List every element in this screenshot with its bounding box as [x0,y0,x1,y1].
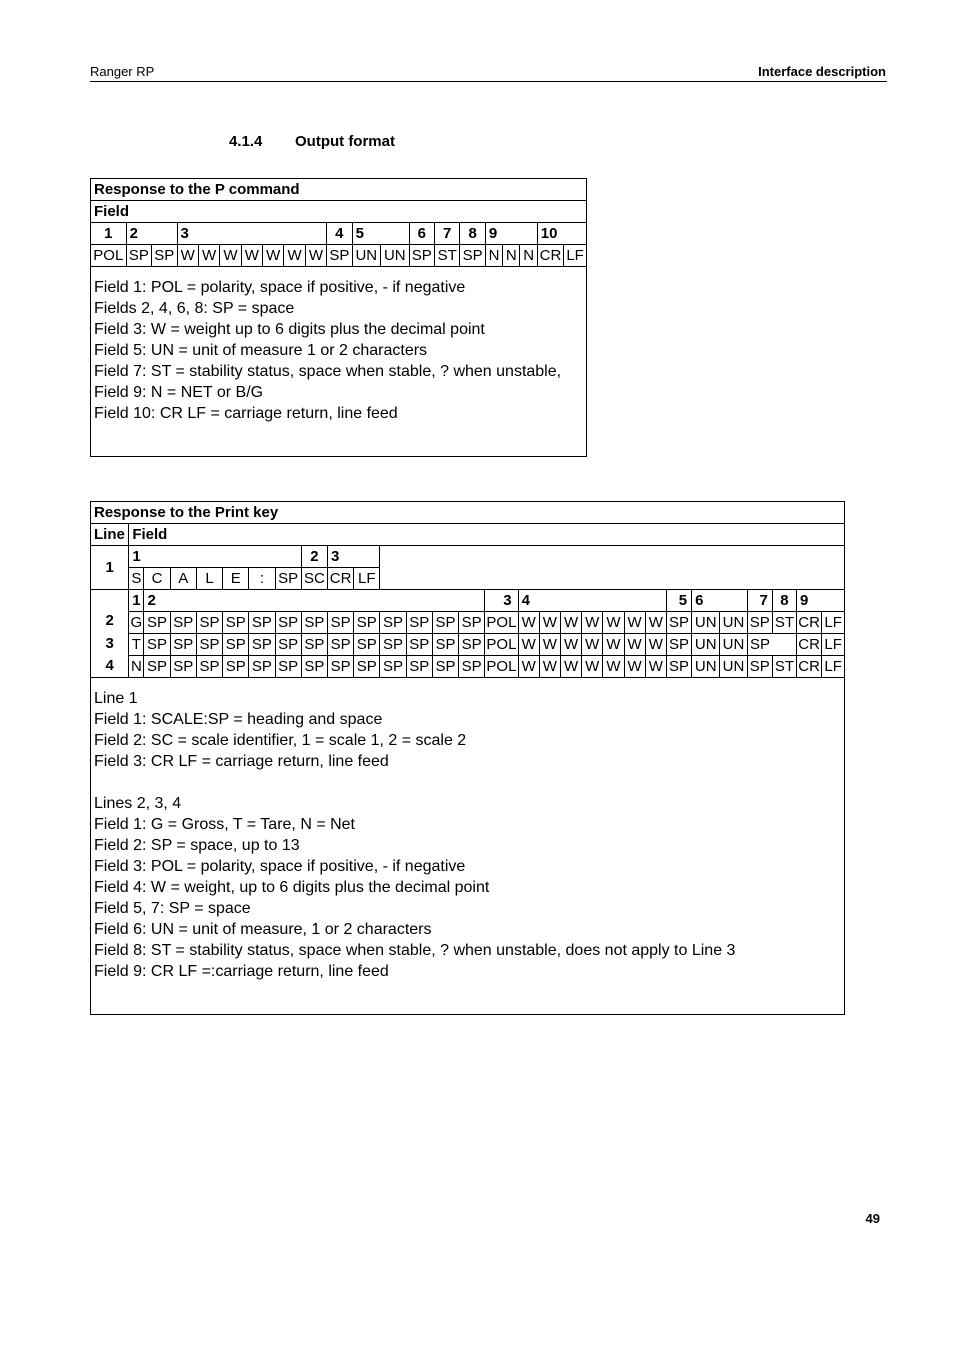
code-cell: W [645,634,666,656]
code-cell: POL [485,656,518,678]
p-table-notes [91,267,587,457]
code-cell: SP [170,634,196,656]
code-cell: W [241,245,262,267]
note-line: Field 4: W = weight, up to 6 digits plus the decimal point [94,879,490,896]
code-cell: SP [459,656,485,678]
field-number: 5 [666,590,691,612]
note-line: Field 5: UN = unit of measure 1 or 2 characters [94,342,428,359]
note-line: Field 5, 7: SP = space [94,900,251,917]
note-line: Field 9: N = NET or B/G [94,384,264,401]
code-cell: SP [275,634,301,656]
code-cell: SP [126,245,151,267]
code-cell: W [518,634,539,656]
line-number: 4 [105,657,114,674]
note-line: Field 3: W = weight up to 6 digits plus the decimal point [94,321,485,338]
code-cell: SP [747,656,772,678]
header-document-title: Ranger RP [90,64,155,79]
note-line: Field 8: ST = stability status, space when stable, ? when unstable, does not apply to Line 3 [94,942,736,959]
line1-empty-area [380,546,845,590]
note-line: Field 3: CR LF = carriage return, line feed [94,753,389,770]
code-cell: W [645,656,666,678]
code-cell: W [518,656,539,678]
code-cell: W [220,245,241,267]
code-cell: SP [327,612,353,634]
code-cell: W [624,612,645,634]
code-cell: W [603,656,624,678]
code-cell: SC [301,568,327,590]
code-cell: SP [460,245,485,267]
code-cell: LF [822,656,845,678]
field-number: 2 [126,223,177,245]
code-cell: W [645,612,666,634]
note-line: Field 6: UN = unit of measure, 1 or 2 characters [94,921,432,938]
note-line: Field 1: G = Gross, T = Tare, N = Net [94,816,355,833]
code-cell: SP [223,656,249,678]
code-cell: SP [170,656,196,678]
code-cell: G [129,612,144,634]
code-cell: CR [797,612,822,634]
line-number: 2 [105,612,114,629]
field-column-header: Field [129,524,845,546]
code-cell: N [129,656,144,678]
code-cell: SP [409,245,434,267]
field-number: 4 [518,590,666,612]
code-cell: W [560,634,581,656]
p-table-field-label: Field [91,201,587,223]
code-cell: N [503,245,520,267]
code-cell: SP [196,612,222,634]
code-cell: SP [380,656,406,678]
code-cell: ST [772,656,796,678]
code-cell: LF [354,568,380,590]
code-cell: SP [196,656,222,678]
lines-field-number-row [91,590,845,612]
code-cell: W [603,612,624,634]
field-number: 9 [797,590,845,612]
code-cell: T [129,634,144,656]
field-number: 7 [747,590,772,612]
note-line: Field 10: CR LF = carriage return, line feed [94,405,398,422]
code-cell [772,634,796,656]
field-number: 7 [435,223,460,245]
line-number-column [91,590,129,678]
code-cell: SP [275,656,301,678]
code-cell: SP [327,634,353,656]
code-cell: SP [432,634,458,656]
code-cell: W [582,656,603,678]
code-cell: POL [485,612,518,634]
print-line-row [91,612,845,634]
code-cell: W [263,245,284,267]
print-table-title: Response to the Print key [91,502,845,524]
code-cell: SP [354,634,380,656]
code-cell: A [170,568,196,590]
code-cell: SP [301,656,327,678]
code-cell: SP [301,612,327,634]
code-cell: UN [720,634,747,656]
code-cell: N [520,245,537,267]
code-cell: SP [666,634,691,656]
section-number: 4.1.4 [229,133,263,150]
code-cell: SP [275,568,301,590]
note-line: Lines 2, 3, 4 [94,795,182,812]
field-number: 1 [129,590,144,612]
print-key-table [90,501,845,1015]
print-line-row [91,656,845,678]
code-cell: N [485,245,502,267]
section-title: Output format [295,133,395,150]
code-cell: W [539,634,560,656]
note-line: Field 3: POL = polarity, space if positive, - if negative [94,858,466,875]
note-line: Field 1: SCALE:SP = heading and space [94,711,383,728]
line-number: 1 [91,546,129,590]
field-number: 6 [409,223,434,245]
code-cell: S [129,568,144,590]
code-cell: SP [152,245,177,267]
field-number: 2 [301,546,327,568]
field-number: 10 [537,223,586,245]
code-cell: UN [692,634,720,656]
note-line: Field 2: SP = space, up to 13 [94,837,300,854]
code-cell: W [582,634,603,656]
field-number: 6 [692,590,747,612]
code-cell: SP [747,612,772,634]
field-number: 9 [485,223,537,245]
code-cell: LF [822,612,845,634]
field-number: 8 [772,590,796,612]
code-cell: SP [144,656,170,678]
code-cell: LF [564,245,587,267]
p-command-table [90,178,587,457]
code-cell: W [603,634,624,656]
code-cell: W [582,612,603,634]
code-cell: W [177,245,198,267]
field-number: 1 [91,223,127,245]
code-cell: SP [380,634,406,656]
code-cell: UN [692,612,720,634]
code-cell: SP [406,656,432,678]
code-cell: W [284,245,305,267]
code-cell: SP [354,656,380,678]
code-cell: SP [327,245,352,267]
field-number: 3 [485,590,518,612]
note-line: Field 7: ST = stability status, space when stable, ? when unstable, [94,363,562,380]
code-cell: : [249,568,275,590]
field-number: 1 [129,546,301,568]
code-cell: W [624,656,645,678]
header-rule [90,81,887,82]
print-table-notes [91,678,845,1015]
note-line [94,772,841,793]
code-cell: LF [822,634,845,656]
print-line-row [91,634,845,656]
field-number: 3 [327,546,379,568]
code-cell: C [144,568,170,590]
code-cell: W [539,612,560,634]
p-table-title: Response to the P command [91,179,587,201]
code-cell: ST [772,612,796,634]
code-cell: SP [432,656,458,678]
code-cell: CR [327,568,353,590]
field-number: 8 [460,223,485,245]
code-cell: SP [223,634,249,656]
field-number: 5 [352,223,409,245]
note-line: Field 9: CR LF =:carriage return, line feed [94,963,389,980]
note-line: Field 1: POL = polarity, space if positive, - if negative [94,279,466,296]
note-line: Field 2: SC = scale identifier, 1 = scale 1, 2 = scale 2 [94,732,467,749]
code-cell: SP [459,634,485,656]
code-cell: W [518,612,539,634]
code-cell: POL [485,634,518,656]
code-cell: SP [301,634,327,656]
code-cell: ST [435,245,460,267]
section-heading [229,133,395,150]
code-cell: SP [223,612,249,634]
code-cell: SP [666,612,691,634]
code-cell: SP [380,612,406,634]
code-cell: CR [537,245,563,267]
code-cell: E [223,568,249,590]
line1-field-number-row [91,546,845,568]
code-cell: POL [91,245,127,267]
code-cell: W [539,656,560,678]
code-cell: SP [747,634,772,656]
code-cell: SP [170,612,196,634]
code-cell: SP [459,612,485,634]
code-cell: SP [406,612,432,634]
code-cell: SP [432,612,458,634]
line-number: 3 [105,635,114,652]
line-column-header: Line [91,524,129,546]
field-number: 2 [144,590,485,612]
note-line: Fields 2, 4, 6, 8: SP = space [94,300,295,317]
code-cell: SP [327,656,353,678]
code-cell: CR [797,634,822,656]
code-cell: UN [692,656,720,678]
code-cell: SP [249,612,275,634]
code-cell: W [560,612,581,634]
code-cell: CR [797,656,822,678]
code-cell: W [624,634,645,656]
field-number: 4 [327,223,352,245]
code-cell: W [198,245,219,267]
field-number: 3 [177,223,327,245]
code-cell: SP [144,612,170,634]
code-cell: L [196,568,222,590]
code-cell: W [560,656,581,678]
code-cell: UN [381,245,410,267]
code-cell: SP [196,634,222,656]
code-cell: SP [144,634,170,656]
code-cell: SP [249,634,275,656]
p-table-field-number-row [91,223,587,245]
code-cell: SP [666,656,691,678]
code-cell: W [305,245,326,267]
page-number: 49 [865,1211,880,1226]
p-table-code-row [91,245,587,267]
code-cell: SP [354,612,380,634]
code-cell: UN [352,245,381,267]
code-cell: SP [406,634,432,656]
header-chapter-title: Interface description [758,64,886,79]
code-cell: SP [249,656,275,678]
note-line: Line 1 [94,690,138,707]
code-cell: SP [275,612,301,634]
code-cell: UN [720,612,747,634]
code-cell: UN [720,656,747,678]
